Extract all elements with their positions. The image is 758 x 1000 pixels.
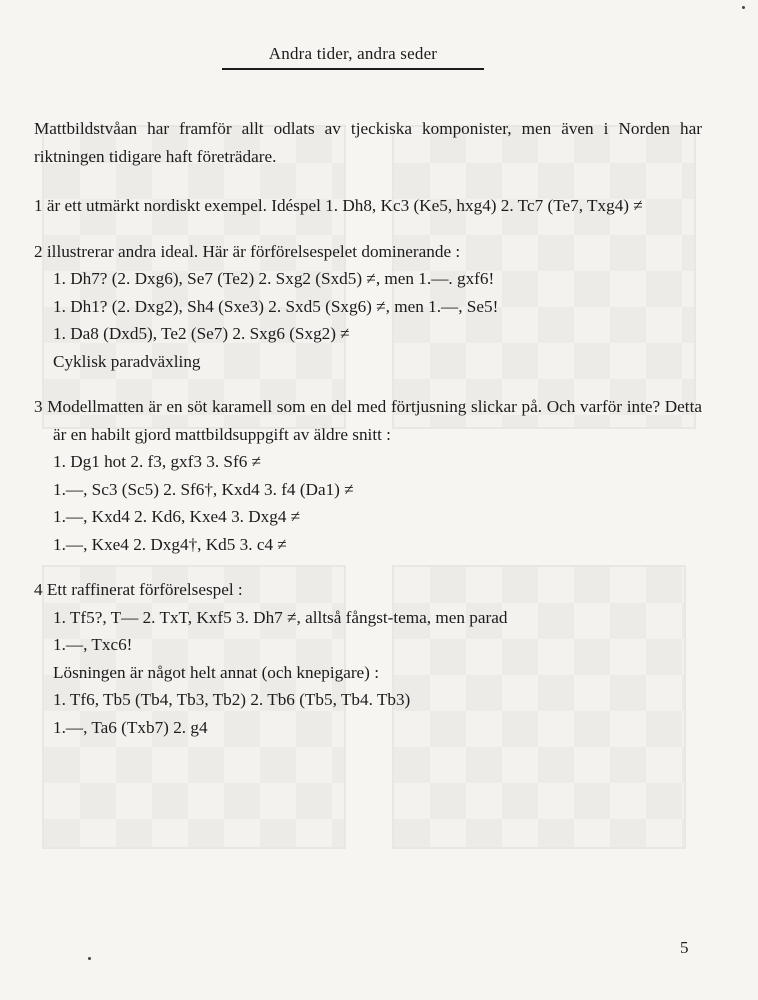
ink-speck — [742, 6, 745, 9]
page-body — [34, 115, 702, 741]
problem-2-line: 2 illustrerar andra ideal. Här är förförelsespelet dominerande : — [34, 241, 461, 261]
problem-1-line: 1 är ett utmärkt nordiskt exempel. Idéspel 1. Dh8, Kc3 (Ke5, hxg4) 2. Tc7 (Te7, Txg4) ≠ — [34, 196, 643, 215]
page-header: Andra tider, andra seder — [268, 44, 438, 63]
problem-4-line: 1.—, Txc6! — [53, 635, 133, 654]
problem-4 — [34, 576, 702, 741]
problem-1 — [34, 192, 702, 220]
problem-4-line: 1. Tf5?, T— 2. TxT, Kxf5 3. Dh7 ≠, alltså fångst-tema, men parad — [53, 607, 508, 627]
header-rule — [222, 68, 484, 70]
problem-3-line: 1.—, Kxd4 2. Kd6, Kxe4 3. Dxg4 ≠ — [53, 507, 301, 526]
problem-2-line: 1. Da8 (Dxd5), Te2 (Se7) 2. Sxg6 (Sxg2) ≠ — [53, 324, 350, 343]
problem-2-line: 1. Dh1? (2. Dxg2), Sh4 (Sxe3) 2. Sxd5 (Sxg6) ≠, men 1.—, Se5! — [53, 296, 499, 316]
problem-3-line: 1.—, Sc3 (Sc5) 2. Sf6†, Kxd4 3. f4 (Da1) ≠ — [53, 479, 354, 499]
problem-2-line: Cyklisk paradväxling — [53, 351, 201, 371]
problem-3 — [34, 393, 702, 558]
problem-4-line: 4 Ett raffinerat förförelsespel : — [34, 580, 243, 599]
problem-4-line: 1.—, Ta6 (Txb7) 2. g4 — [53, 717, 208, 737]
ink-speck — [88, 957, 91, 960]
problem-4-line: Lösningen är något helt annat (och knepigare) : — [53, 662, 379, 682]
problem-3-line: 1.—, Kxe4 2. Dxg4†, Kd5 3. c4 ≠ — [53, 534, 287, 554]
problem-2 — [34, 238, 702, 376]
intro-paragraph: Mattbildstvåan har framför allt odlats av tjeckiska komponister, men även i Norden har riktningen tidigare haft företrädare. — [34, 119, 702, 166]
problem-3-line: 3 Modellmatten är en söt karamell som en del med förtjusning slickar på. Och varför inte? Detta är en habilt gjord mattbildsuppgift av äldre snitt : — [34, 397, 702, 444]
problem-4-line: 1. Tf6, Tb5 (Tb4, Tb3, Tb2) 2. Tb6 (Tb5, Tb4. Tb3) — [53, 690, 411, 709]
problem-3-line: 1. Dg1 hot 2. f3, gxf3 3. Sf6 ≠ — [53, 452, 262, 471]
problem-2-line: 1. Dh7? (2. Dxg6), Se7 (Te2) 2. Sxg2 (Sxd5) ≠, men 1.—. gxf6! — [53, 269, 495, 288]
page-number: 5 — [680, 938, 689, 957]
